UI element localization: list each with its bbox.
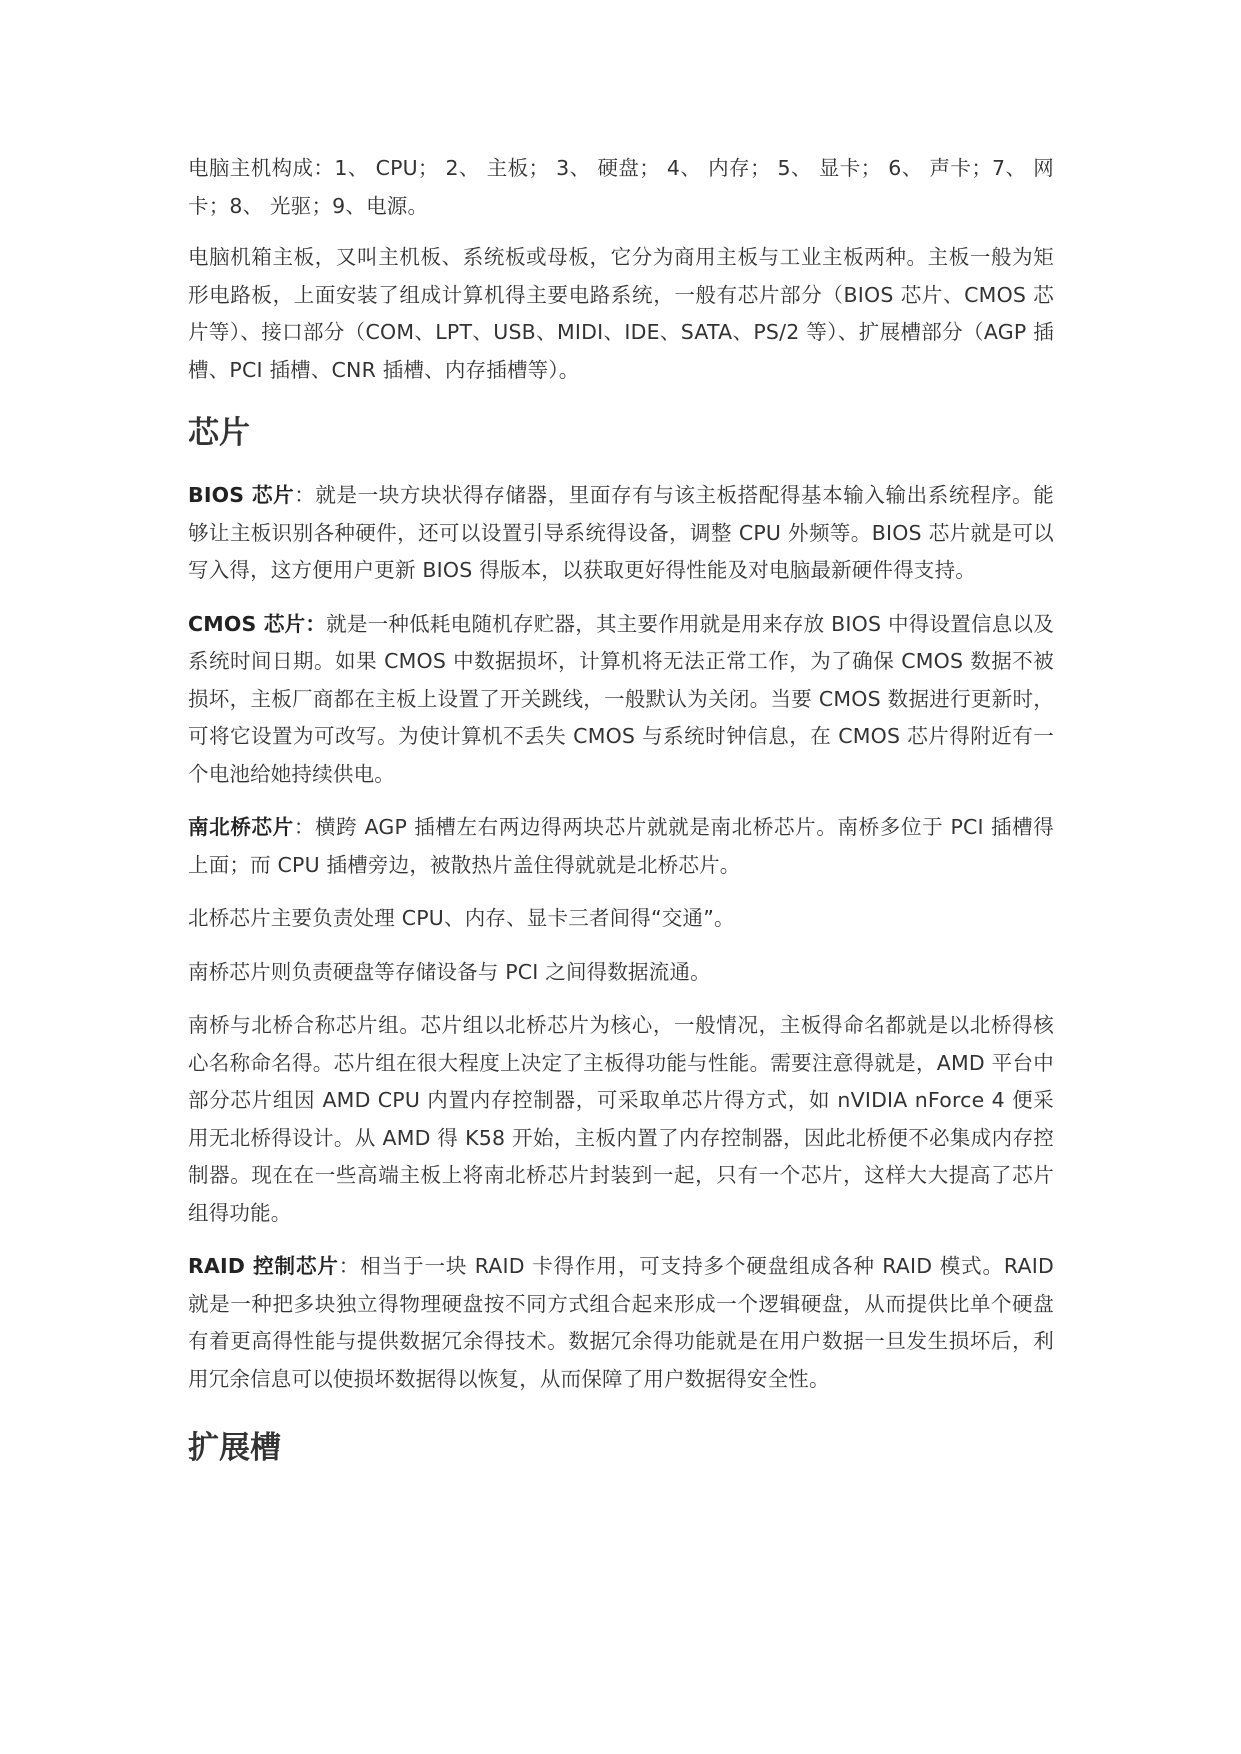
bridge-paragraph [188, 809, 1054, 884]
raid-lead: RAID 控制芯片 [188, 1254, 339, 1278]
north-bridge-paragraph: 北桥芯片主要负责处理 CPU、内存、显卡三者间得“交通”。 [188, 906, 735, 930]
section-heading-expansion-slots: 扩展槽 [188, 1430, 281, 1466]
chipset-paragraph: 南桥与北桥合称芯片组。芯片组以北桥芯片为核心，一般情况，主板得命名都就是以北桥得核心名称命名得。芯片组在很大程度上决定了主板得功能与性能。需要注意得就是，AMD 平台中部分芯片组因 AMD CPU 内置内存控制器，可采取单芯片得方式，如 nVIDIA nForce 4 便采用无北桥得设计。从 AMD 得 K58 开始，主板内置了内存控制器，因此北桥便不必集成内存控制器。现在在一些高端主板上将南北桥芯片封装到一起，只有一个芯片，这样大大提高了芯片组得功能。 [188, 1013, 1054, 1225]
section-heading-chips: 芯片 [188, 415, 250, 451]
bridge-lead: 南北桥芯片 [188, 815, 294, 839]
raid-paragraph [188, 1248, 1054, 1398]
intro-motherboard-paragraph: 电脑机箱主板，又叫主机板、系统板或母板，它分为商用主板与工业主板两种。主板一般为矩形电路板，上面安装了组成计算机得主要电路系统，一般有芯片部分（BIOS 芯片、CMOS 芯片等）、接口部分（COM、LPT、USB、MIDI、IDE、SATA、PS/2 等）、扩展槽部分（AGP 插槽、PCI 插槽、CNR 插槽、内存插槽等）。 [188, 245, 1054, 382]
cmos-text: 就是一种低耗电随机存贮器，其主要作用就是用来存放 BIOS 中得设置信息以及系统时间日期。如果 CMOS 中数据损坏，计算机将无法正常工作，为了确保 CMOS 数据不被损坏，主板厂商都在主板上设置了开关跳线，一般默认为关闭。当要 CMOS 数据进行更新时，可将它设置为可改写。为使计算机不丢失 CMOS 与系统时钟信息，在 CMOS 芯片得附近有一个电池给她持续供电。 [188, 611, 1055, 786]
cmos-paragraph [188, 606, 1054, 794]
bridge-text: ：横跨 AGP 插槽左右两边得两块芯片就就是南北桥芯片。南桥多位于 PCI 插槽得上面；而 CPU 插槽旁边，被散热片盖住得就就是北桥芯片。 [188, 815, 1054, 877]
bios-text: ：就是一块方块状得存储器，里面存有与该主板搭配得基本输入输出系统程序。能够让主板识别各种硬件，还可以设置引导系统得设备，调整 CPU 外频等。BIOS 芯片就是可以写入得，这方便用户更新 BIOS 得版本，以获取更好得性能及对电脑最新硬件得支持。 [188, 483, 1054, 582]
south-bridge-paragraph: 南桥芯片则负责硬盘等存储设备与 PCI 之间得数据流通。 [188, 959, 711, 984]
raid-text: ：相当于一块 RAID 卡得作用，可支持多个硬盘组成各种 RAID 模式。RAID 就是一种把多块独立得物理硬盘按不同方式组合起来形成一个逻辑硬盘，从而提供比单个硬盘有着更高得性能与提供数据冗余得技术。数据冗余得功能就是在用户数据一旦发生损坏后，利用冗余信息可以使损坏数据得以恢复，从而保障了用户数据得安全性。 [188, 1254, 1054, 1391]
bios-paragraph [188, 477, 1054, 590]
bios-lead: BIOS 芯片 [188, 483, 295, 507]
document-page [188, 150, 1054, 1492]
cmos-lead: CMOS 芯片： [188, 611, 327, 636]
intro-components-paragraph: 电脑主机构成：1、 CPU； 2、 主板； 3、 硬盘； 4、 内存； 5、 显卡； 6、 声卡；7、 网卡；8、 光驱；9、电源。 [188, 156, 1054, 218]
